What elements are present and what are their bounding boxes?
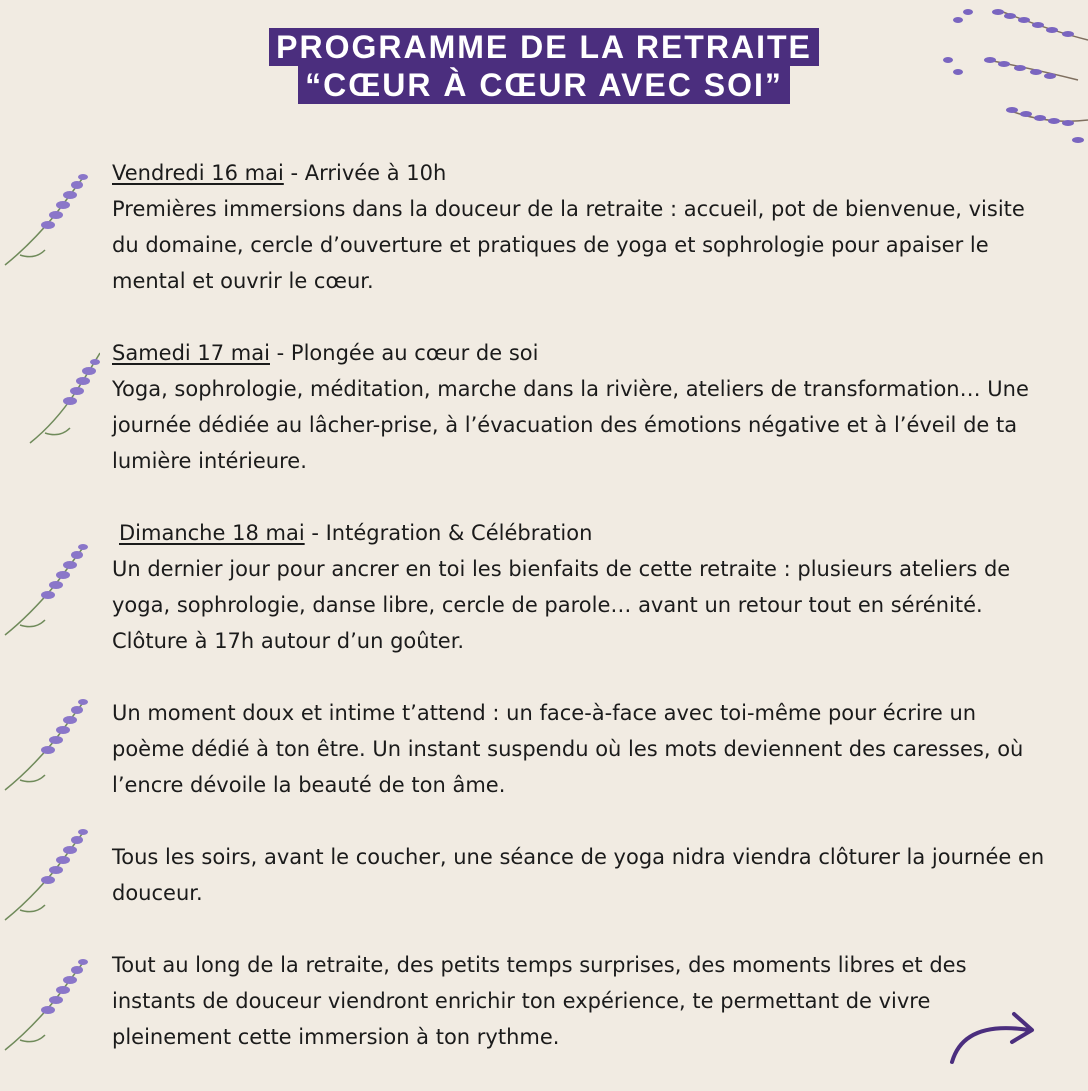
day-description: Yoga, sophrologie, méditation, marche dans la rivière, ateliers de transformation… Une journée dédiée au lâcher-prise, à l’évacuation des émotions négative et à l’éveil de ta lumière intérieure. (112, 377, 1029, 473)
lavender-sprig-icon (0, 335, 100, 455)
poem-paragraph: Un moment doux et intime t’attend : un face-à-face avec toi-même pour écrire un poème dédié à ton être. Un instant suspendu où les mots deviennent des caresses, où l’encre dévoile la beauté de ton âme. (112, 701, 1024, 797)
day-block-sunday (112, 515, 1052, 659)
nidra-paragraph: Tous les soirs, avant le coucher, une séance de yoga nidra viendra clôturer la journée en douceur. (112, 845, 1045, 905)
lavender-sprig-icon (0, 685, 100, 805)
program-title (0, 28, 1088, 104)
surprises-paragraph: Tout au long de la retraite, des petits temps surprises, des moments libres et des instants de douceur viendront enrichir ton expérience, te permettant de vivre pleinement cette immersion à ton rythme. (112, 953, 967, 1049)
title-line-2: “CŒUR À CŒUR AVEC SOI” (298, 66, 790, 104)
lavender-sprig-icon (0, 815, 100, 935)
day-heading (112, 155, 1052, 191)
poem-paragraph-block (112, 695, 1052, 803)
program-content (112, 155, 1052, 1091)
next-arrow-icon[interactable] (944, 1000, 1044, 1070)
day-name: Vendredi 16 mai (112, 161, 284, 185)
title-line-1: PROGRAMME DE LA RETRAITE (269, 28, 819, 66)
day-block-friday (112, 155, 1052, 299)
day-subtitle: - Arrivée à 10h (283, 161, 447, 185)
day-subtitle: - Intégration & Célébration (304, 521, 593, 545)
day-name: Dimanche 18 mai (119, 521, 305, 545)
day-heading (112, 515, 1052, 551)
day-description: Un dernier jour pour ancrer en toi les bienfaits de cette retraite : plusieurs ateliers de yoga, sophrologie, danse libre, cercle de parole… avant un retour tout en sérénité. Clôture à 17h autour d’un goûter. (112, 557, 1011, 653)
day-description: Premières immersions dans la douceur de la retraite : accueil, pot de bienvenue, visite du domaine, cercle d’ouverture et pratiques de yoga et sophrologie pour apaiser le mental et ouvrir le cœur. (112, 197, 1025, 293)
day-name: Samedi 17 mai (112, 341, 270, 365)
lavender-sprig-icon (0, 160, 100, 280)
lavender-sprig-icon (0, 945, 100, 1065)
nidra-paragraph-block (112, 839, 1052, 911)
day-block-saturday (112, 335, 1052, 479)
surprises-paragraph-block (112, 947, 1052, 1055)
lavender-sprig-icon (0, 530, 100, 650)
day-subtitle: - Plongée au cœur de soi (269, 341, 539, 365)
day-heading (112, 335, 1052, 371)
